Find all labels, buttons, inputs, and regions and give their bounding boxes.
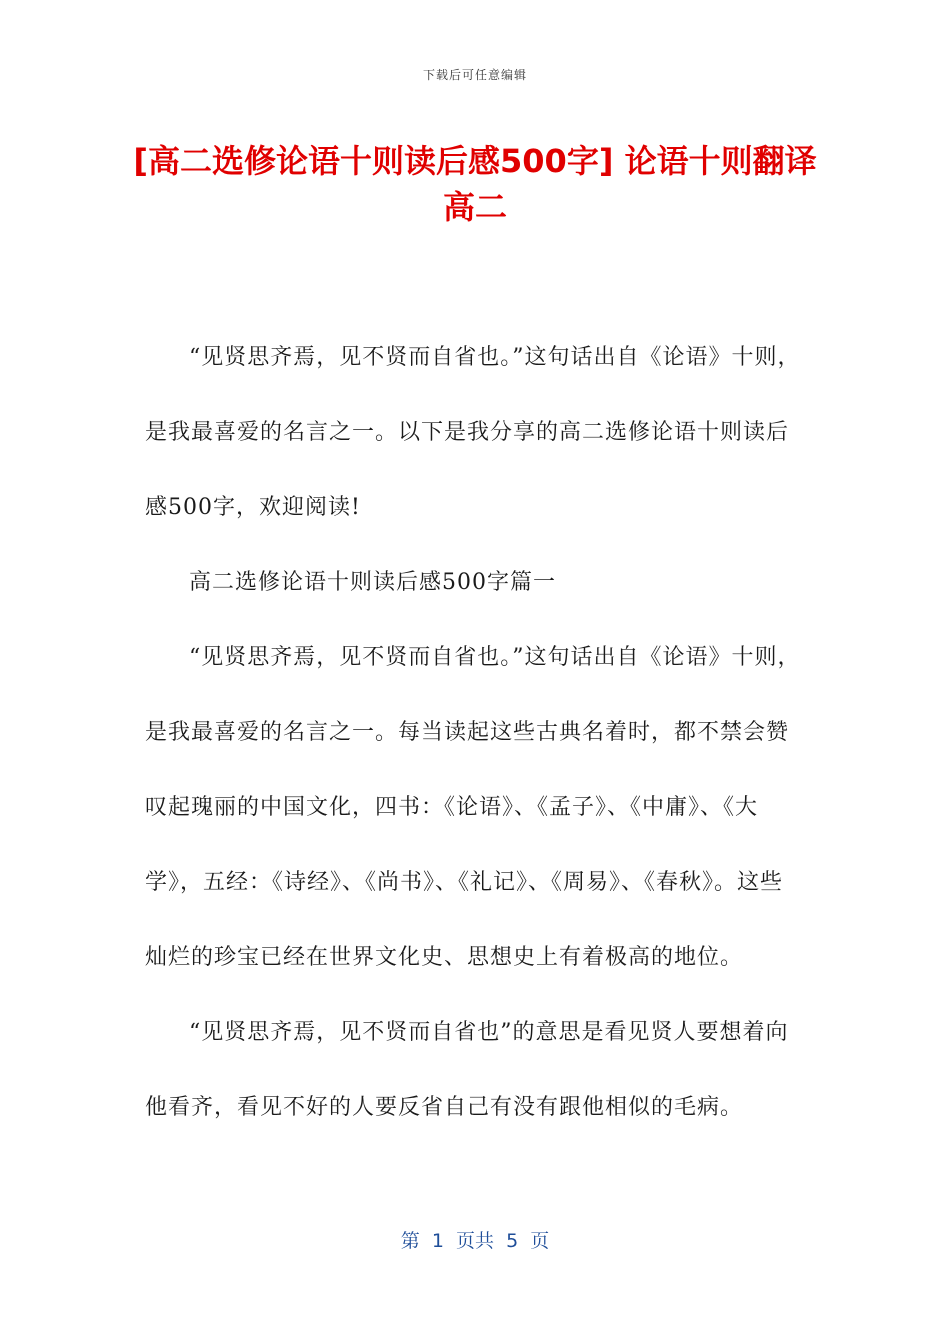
- paragraph-intro: “见贤思齐焉，见不贤而自省也。”这句话出自《论语》十则，是我最喜爱的名言之一。以下是我分享的高二选修论语十则读后感500字，欢迎阅读!: [145, 345, 801, 520]
- paragraph-body: “见贤思齐焉，见不贤而自省也”的意思是看见贤人要想着向他看齐，看见不好的人要反省自己有没有跟他相似的毛病。: [145, 1020, 789, 1120]
- document-title: [高二选修论语十则读后感500字] 论语十则翻译高二: [133, 142, 817, 226]
- header-note: 下载后可任意编辑: [422, 68, 527, 82]
- paragraph-body: “见贤思齐焉，见不贤而自省也。”这句话出自《论语》十则，是我最喜爱的名言之一。每当读起这些古典名着时，都不禁会赞叹起瑰丽的中国文化，四书：《论语》、《孟子》、《中庸》、《大学》，五经：《诗经》、《尚书》、《礼记》、《周易》、《春秋》。这些灿烂的珍宝已经在世界文化史、思想史上有着极高的地位。: [145, 645, 801, 970]
- page-number: 第 1 页共 5 页: [400, 1230, 550, 1252]
- section-heading: 高二选修论语十则读后感500字篇一: [189, 570, 556, 595]
- document-body: [145, 320, 805, 1145]
